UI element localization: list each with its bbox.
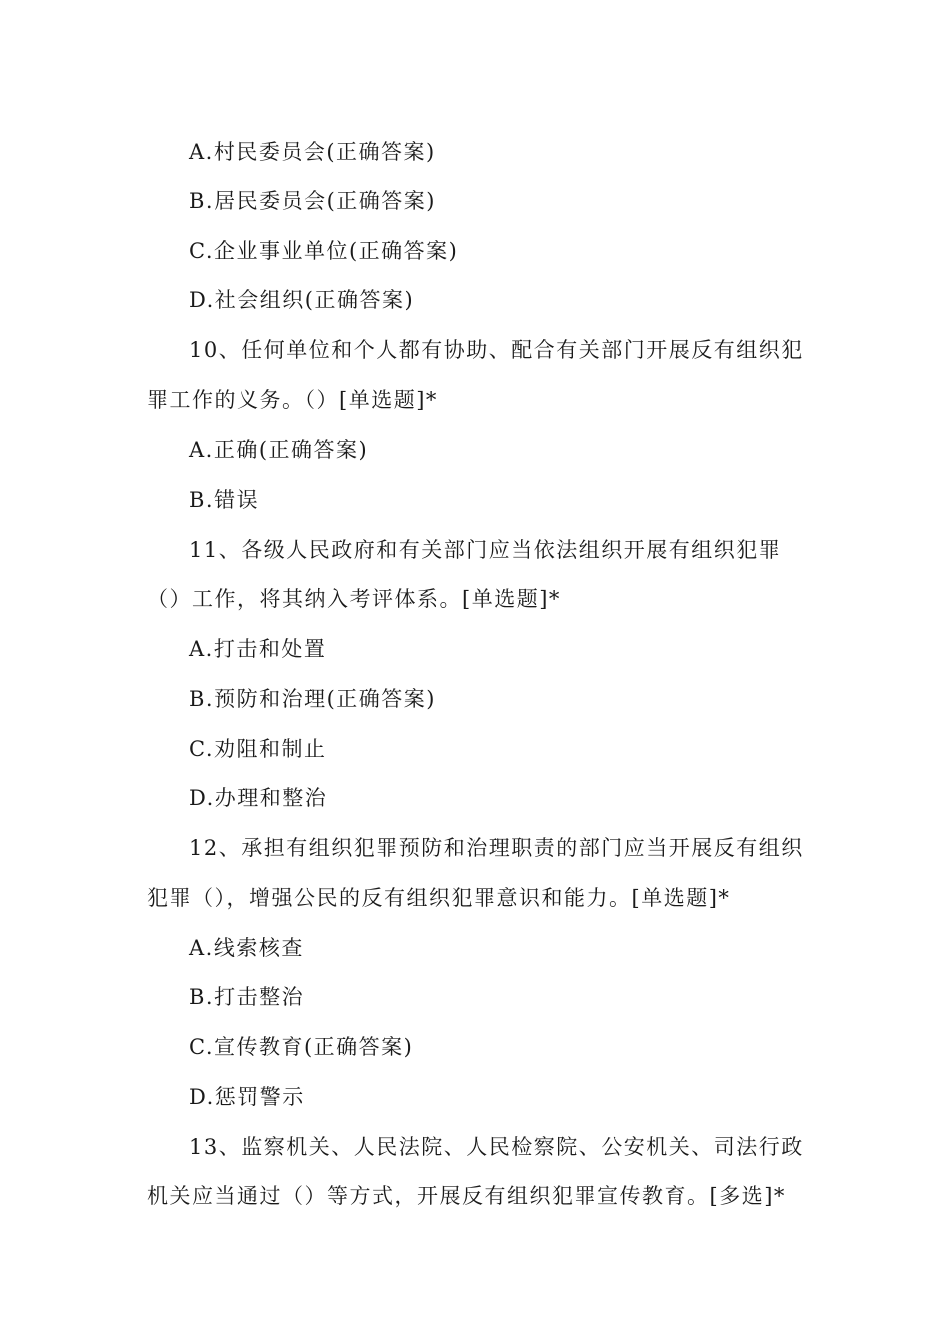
question-line-continued: 机关应当通过（）等方式，开展反有组织犯罪宣传教育。[多选]* xyxy=(147,1184,786,1208)
question-line: 13、监察机关、人民法院、人民检察院、公安机关、司法行政 xyxy=(189,1135,804,1159)
question-line: 11、各级人民政府和有关部门应当依法组织开展有组织犯罪 xyxy=(189,538,782,562)
option-line: D.惩罚警示 xyxy=(189,1085,305,1109)
option-line: D.办理和整治 xyxy=(189,786,328,810)
option-line: A.打击和处置 xyxy=(189,637,327,661)
question-line-continued: 犯罪（），增强公民的反有组织犯罪意识和能力。[单选题]* xyxy=(147,886,731,910)
question-line-continued: （）工作，将其纳入考评体系。[单选题]* xyxy=(147,587,561,611)
option-line: B.居民委员会(正确答案) xyxy=(189,189,436,213)
option-line: B.打击整治 xyxy=(189,985,305,1009)
option-line: A.线索核查 xyxy=(189,936,304,960)
option-line: B.预防和治理(正确答案) xyxy=(189,687,436,711)
option-line: C.劝阻和制止 xyxy=(189,737,327,761)
option-line: A.村民委员会(正确答案) xyxy=(189,140,436,164)
option-line: A.正确(正确答案) xyxy=(189,438,369,462)
question-line: 12、承担有组织犯罪预防和治理职责的部门应当开展反有组织 xyxy=(189,836,804,860)
option-line: C.企业事业单位(正确答案) xyxy=(189,239,459,263)
option-line: B.错误 xyxy=(189,488,260,512)
question-line: 10、任何单位和个人都有协助、配合有关部门开展反有组织犯 xyxy=(189,338,804,362)
option-line: D.社会组织(正确答案) xyxy=(189,288,415,312)
option-line: C.宣传教育(正确答案) xyxy=(189,1035,414,1059)
question-line-continued: 罪工作的义务。（）[单选题]* xyxy=(147,388,438,412)
